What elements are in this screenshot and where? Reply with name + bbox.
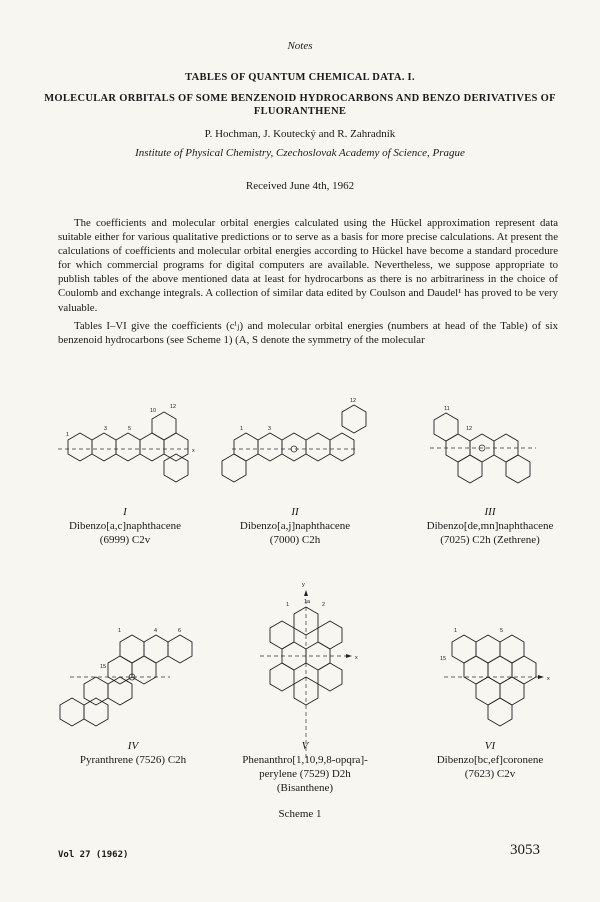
article-title-line2: MOLECULAR ORBITALS OF SOME BENZENOID HYDROCARBONS AND BENZO DERIVATIVES OF FLUORANTHENE [44,93,556,117]
institution: Institute of Physical Chemistry, Czechoslovak Academy of Science, Prague [135,147,465,159]
svg-text:1: 1 [286,602,290,608]
paragraph-1: The coefficients and molecular orbital energies calculated using the Hückel approximation represent data suitable either for various qualitative predictions or to serve as a basis for more precise calculations. At present the calculations of coefficients and molecular orbital energies according to Hückel have become a standard procedure for which commercial programs for digital computers are available. Nevertheless, we suppose appropriate to publish tables of the above mentioned data at least for hydrocarbons as there is no arbitrariness in the choice of Coulomb and exchange integrals. A collection of similar data edited by Coulson and Daudel¹ has proved to be very valuable. [58,217,558,314]
svg-text:x: x [192,448,195,454]
structure-VI [440,628,550,726]
structure-V [260,582,358,760]
scheme-label: Scheme 1 [278,808,322,820]
article-title-line1: TABLES OF QUANTUM CHEMICAL DATA. I. [185,72,415,83]
svg-text:5: 5 [500,628,504,634]
caption-VI: VI Dibenzo[bc,ef]coronene (7623) C2v [436,740,544,780]
svg-text:1: 1 [240,426,244,432]
svg-text:15: 15 [100,664,107,670]
svg-text:x: x [547,676,550,682]
svg-text:6: 6 [178,628,182,634]
caption-I: I Dibenzo[a,c]naphthacene (6999) C2v [68,506,182,546]
structure-IV [60,628,192,726]
svg-text:y: y [302,582,305,588]
svg-text:5: 5 [128,426,132,432]
volume-info: Vol 27 (1962) [58,850,129,860]
svg-text:3: 3 [268,426,272,432]
svg-text:1a: 1a [304,599,311,605]
svg-text:12: 12 [170,404,177,410]
svg-text:x: x [355,655,358,661]
svg-text:1: 1 [66,432,70,438]
structure-I [58,404,195,482]
authors: P. Hochman, J. Koutecký and R. Zahradník [204,128,396,140]
svg-text:11: 11 [444,406,450,412]
svg-text:12: 12 [466,426,473,432]
structure-III [430,406,536,483]
caption-IV: IV Pyranthrene (7526) C2h [79,740,187,766]
running-title: Notes [287,40,313,52]
caption-III: III Dibenzo[de,mn]naphthacene (7025) C2h (Zethrene) [426,506,554,546]
svg-text:1: 1 [118,628,122,634]
svg-text:10: 10 [150,408,157,414]
caption-V: V Phenanthro[1,10,9,8-opqra]- perylene (7529) D2h (Bisanthene) [242,740,368,794]
svg-text:2: 2 [322,602,326,608]
page-number: 3053 [510,842,540,858]
svg-text:1: 1 [454,628,458,634]
svg-text:3: 3 [104,426,108,432]
structure-II [222,398,366,482]
paragraph-2: Tables I–VI give the coefficients (cⁱⱼ) and molecular orbital energies (numbers at head of the Table) of six benzenoid hydrocarbons (see Scheme 1) (A, S denote the symmetry of the molecular [58,319,558,346]
svg-text:15: 15 [440,656,447,662]
svg-text:12: 12 [350,398,357,404]
caption-II: II Dibenzo[a,j]naphthacene (7000) C2h [239,506,351,546]
svg-text:4: 4 [154,628,158,634]
received-date: Received June 4th, 1962 [245,180,355,192]
